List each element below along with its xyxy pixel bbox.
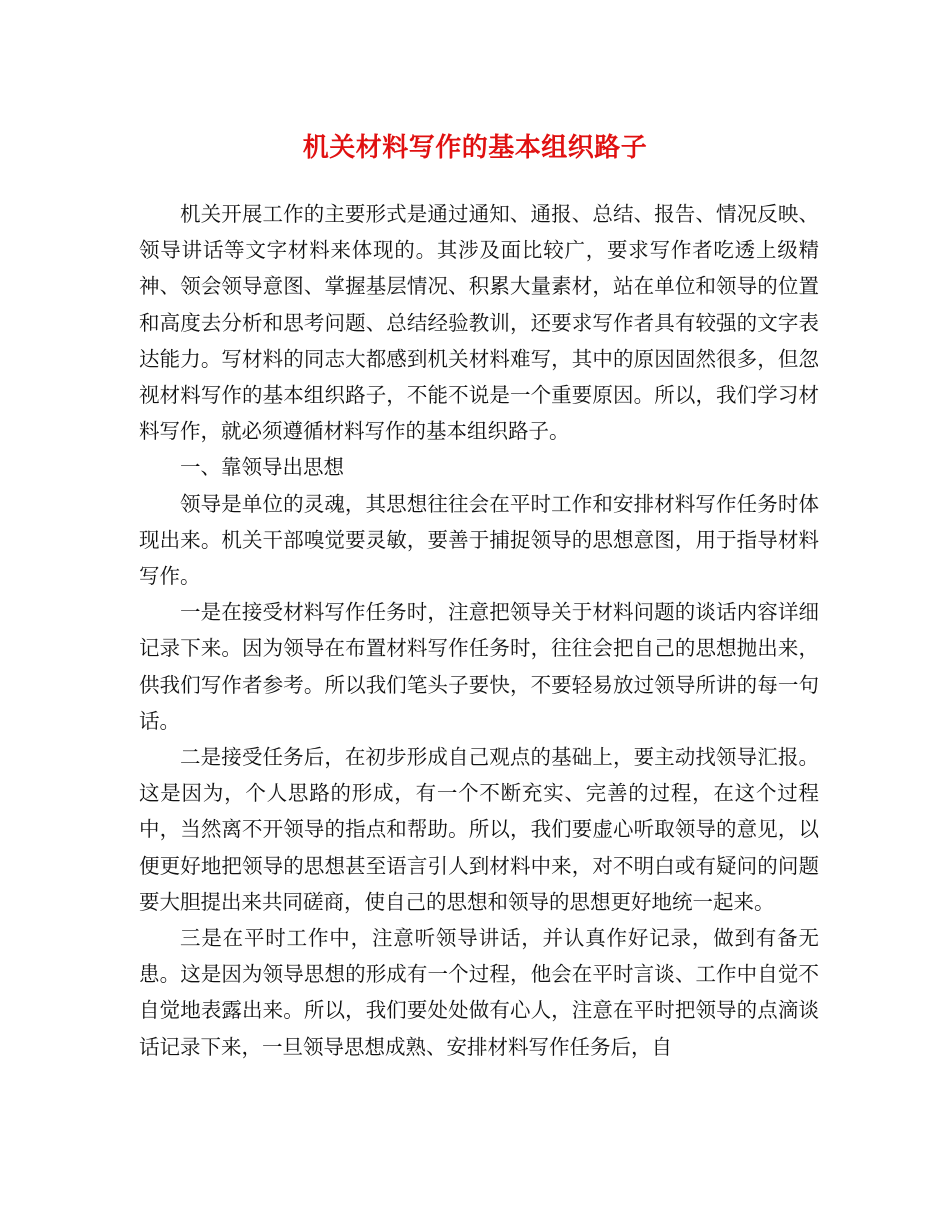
document-body	[139, 196, 819, 1065]
paragraph-point-3: 三是在平时工作中，注意听领导讲话，并认真作好记录，做到有备无患。这是因为领导思想的形成有一个过程，他会在平时言谈、工作中自觉不自觉地表露出来。所以，我们要处处做有心人，注意在平时把领导的点滴谈话记录下来，一旦领导思想成熟、安排材料写作任务后，自	[139, 926, 819, 1059]
paragraph-point-2: 二是接受任务后，在初步形成自己观点的基础上，要主动找领导汇报。这是因为，个人思路的形成，有一个不断充实、完善的过程，在这个过程中，当然离不开领导的指点和帮助。所以，我们要虚心听取领导的意见，以便更好地把领导的思想甚至语言引人到材料中来，对不明白或有疑问的问题要大胆提出来共同磋商，使自己的思想和领导的思想更好地统一起来。	[139, 745, 819, 914]
section-heading-1: 一、靠领导出思想	[180, 455, 344, 480]
paragraph-section-1-intro: 领导是单位的灵魂，其思想往往会在平时工作和安排材料写作任务时体现出来。机关干部嗅觉要灵敏，要善于捕捉领导的思想意图，用于指导材料写作。	[139, 491, 819, 589]
document-title: 机关材料写作的基本组织路子	[302, 133, 648, 163]
paragraph-point-1: 一是在接受材料写作任务时，注意把领导关于材料问题的谈话内容详细记录下来。因为领导在布置材料写作任务时，往往会把自己的思想抛出来，供我们写作者参考。所以我们笔头子要快，不要轻易放过领导所讲的每一句话。	[139, 600, 819, 733]
paragraph-intro: 机关开展工作的主要形式是通过通知、通报、总结、报告、情况反映、领导讲话等文字材料来体现的。其涉及面比较广，要求写作者吃透上级精神、领会领导意图、掌握基层情况、积累大量素材，站在单位和领导的位置和高度去分析和思考问题、总结经验教训，还要求写作者具有较强的文字表达能力。写材料的同志大都感到机关材料难写，其中的原因固然很多，但忽视材料写作的基本组织路子，不能不说是一个重要原因。所以，我们学习材料写作，就必须遵循材料写作的基本组织路子。	[139, 202, 819, 444]
